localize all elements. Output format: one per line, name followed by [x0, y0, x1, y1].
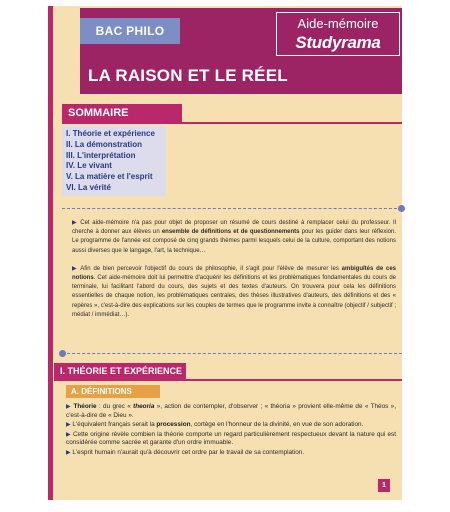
triangle-bullet-icon: ▶	[72, 265, 78, 272]
triangle-bullet-icon: ▶	[66, 431, 71, 438]
definitions-body	[66, 403, 396, 459]
triangle-bullet-icon: ▶	[66, 422, 71, 429]
brand-series: Aide-mémoire	[297, 16, 379, 31]
corner-dot	[398, 205, 405, 212]
intro-paragraph-1: ▶ Cet aide-mémoire n'a pas pour objet de proposer un résumé de cours destiné à remplacer celui du professeur. Il cherche à donner aux élèves un ensemble de définitions et de questionnements pour les guider dans leur réflexion. Le programme de l'année est composé de cinq grands thèmes parmi lesquels celui de la culture, comportant des notions aussi diverses que le langage, l'art, la technique…	[72, 220, 396, 254]
page-title: LA RAISON ET LE RÉEL	[88, 66, 288, 85]
sommaire-list	[62, 126, 166, 196]
level-tab: BAC PHILO	[80, 18, 180, 44]
sommaire-item: IV. Le vivant	[66, 161, 112, 171]
sommaire-heading: SOMMAIRE	[62, 104, 182, 122]
definition-item: ▶ Théorie : du grec « theoria », action de contempler, d'observer ; « théoria » provient elle-même de « Théos », c'est-à-dire de « Dieu ».	[66, 403, 396, 419]
sommaire-item: I. Théorie et expérience	[66, 129, 155, 138]
triangle-bullet-icon: ▶	[66, 449, 71, 456]
sommaire-item: V. La matière et l'esprit	[66, 172, 153, 182]
definition-item: ▶ Cette origine révèle combien la théorie comporte un regard particulièrement respectueux devant la nature qui est considérée comme sacrée et garante d'un ordre immuable.	[66, 430, 396, 447]
section-divider	[54, 379, 402, 381]
intro-box	[62, 208, 402, 354]
sommaire-item: VI. La vérité	[66, 182, 111, 192]
intro-paragraph-2: ▶ Afin de bien percevoir l'objectif du cours de philosophie, il s'agit pour l'élève de mesurer les ambiguïtés de ces notions. Cet aide-mémoire doit lui permettre d'acquérir les définitions et les problématiques fondamentales du cours de terminale, lui facilitant l'abord du cours, des sujets et des textes d'auteurs. On trouvera pour cela les définitions essentielles de chaque notion, les problématiques centrales, des thèses illustratives d'auteurs, des définitions et des « repères », c'est-à-dire des explications sur les couples de termes que le programme invite à connaître (objectif / subjectif ; médiat / immédiat…).	[72, 265, 397, 318]
page-number: 1	[378, 479, 390, 492]
definition-item: ▶ L'équivalent français serait la procession, cortège en l'honneur de la divinité, en vue de son adoration.	[66, 421, 364, 429]
sommaire-divider	[62, 122, 402, 124]
sommaire-item: II. La démonstration	[66, 139, 143, 149]
subsection-heading: A. DÉFINITIONS	[66, 385, 160, 398]
triangle-bullet-icon: ▶	[66, 404, 72, 410]
left-accent-rule	[48, 6, 53, 500]
brand-logo	[276, 12, 400, 56]
sommaire-item: III. L'interprétation	[66, 150, 136, 160]
corner-dot	[59, 350, 66, 357]
definition-item: ▶ L'esprit humain n'aurait qu'à découvrir cet ordre par le travail de sa contemplation.	[66, 448, 305, 456]
section-heading: I. THÉORIE ET EXPÉRIENCE	[54, 363, 186, 379]
triangle-bullet-icon: ▶	[72, 220, 78, 226]
brand-name: Studyrama	[295, 33, 381, 52]
